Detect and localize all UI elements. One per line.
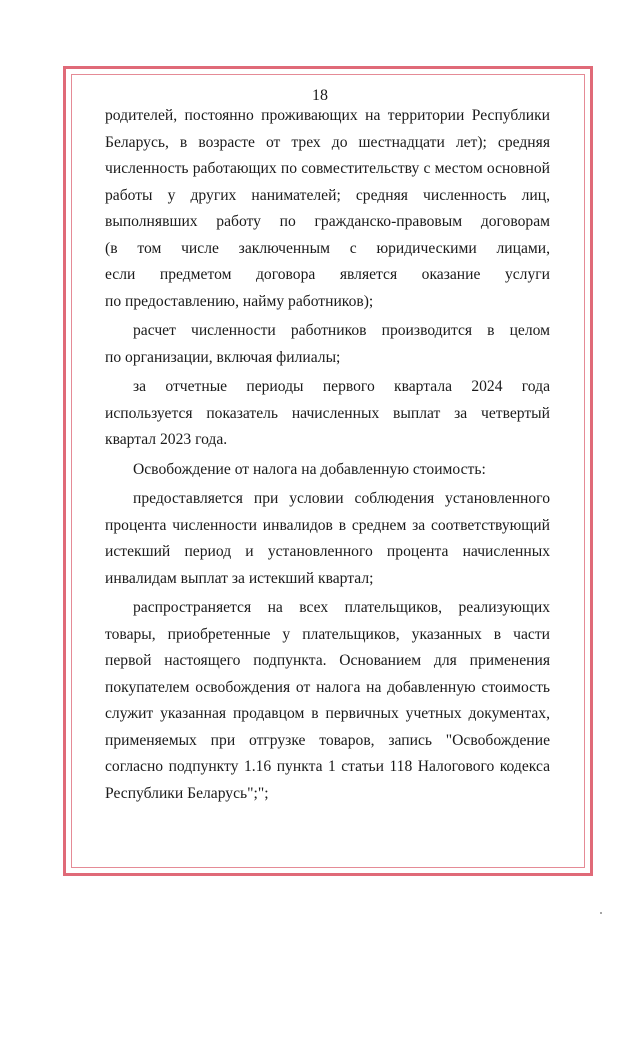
text-line: согласно подпункту 1.16 пункта 1 статьи 118 Налогового кодекса bbox=[105, 758, 550, 775]
text-line: инвалидам выплат за истекший квартал; bbox=[105, 569, 374, 587]
text-line: истекший период и установленного процента начисленных bbox=[105, 543, 550, 560]
text-line: Беларусь, в возрасте от трех до шестнадцати лет); средняя bbox=[105, 133, 550, 151]
scan-speck bbox=[600, 912, 602, 914]
text-line: Освобождение от налога на добавленную стоимость: bbox=[133, 460, 486, 478]
text-line: если предметом договора является оказание услуги bbox=[105, 266, 550, 283]
text-line: применяемых при отгрузке товаров, запись "Освобождение bbox=[105, 731, 550, 749]
text-line: распространяется на всех плательщиков, реализующих bbox=[133, 599, 550, 616]
text-line: выполнявших работу по гражданско-правовым договорам bbox=[105, 213, 550, 230]
text-line: по предоставлению, найму работников); bbox=[105, 292, 374, 310]
text-line: родителей, постоянно проживающих на территории Республики bbox=[105, 107, 550, 124]
text-line: численность работающих по совместительству с местом основной bbox=[105, 160, 550, 177]
text-line: служит указанная продавцом в первичных учетных документах, bbox=[105, 705, 550, 722]
text-line: покупателем освобождения от налога на добавленную стоимость bbox=[105, 678, 550, 696]
text-line: первой настоящего подпункта. Основанием для применения bbox=[105, 652, 550, 669]
paragraph-6 bbox=[105, 595, 550, 807]
document-body bbox=[105, 103, 550, 807]
paragraph-1 bbox=[105, 103, 550, 315]
text-line: квартал 2023 года. bbox=[105, 431, 228, 448]
paragraph-4 bbox=[105, 457, 550, 484]
text-line: (в том числе заключенным с юридическими лицами, bbox=[105, 239, 550, 257]
text-line: расчет численности работников производится в целом bbox=[133, 322, 550, 339]
paragraph-3 bbox=[105, 374, 550, 454]
text-line: товары, приобретенные у плательщиков, указанных в части bbox=[105, 625, 550, 643]
text-line: Республики Беларусь";"; bbox=[105, 784, 269, 802]
text-line: предоставляется при условии соблюдения установленного bbox=[133, 490, 550, 507]
text-line: за отчетные периоды первого квартала 2024 года bbox=[133, 378, 550, 395]
text-line: процента численности инвалидов в среднем за соответствующий bbox=[105, 516, 550, 534]
paragraph-2 bbox=[105, 318, 550, 371]
paragraph-5 bbox=[105, 486, 550, 592]
text-line: по организации, включая филиалы; bbox=[105, 348, 341, 366]
page-number: 18 bbox=[312, 87, 328, 104]
text-line: используется показатель начисленных выплат за четвертый bbox=[105, 404, 550, 422]
text-line: работы у других нанимателей; средняя численность лиц, bbox=[105, 186, 550, 204]
